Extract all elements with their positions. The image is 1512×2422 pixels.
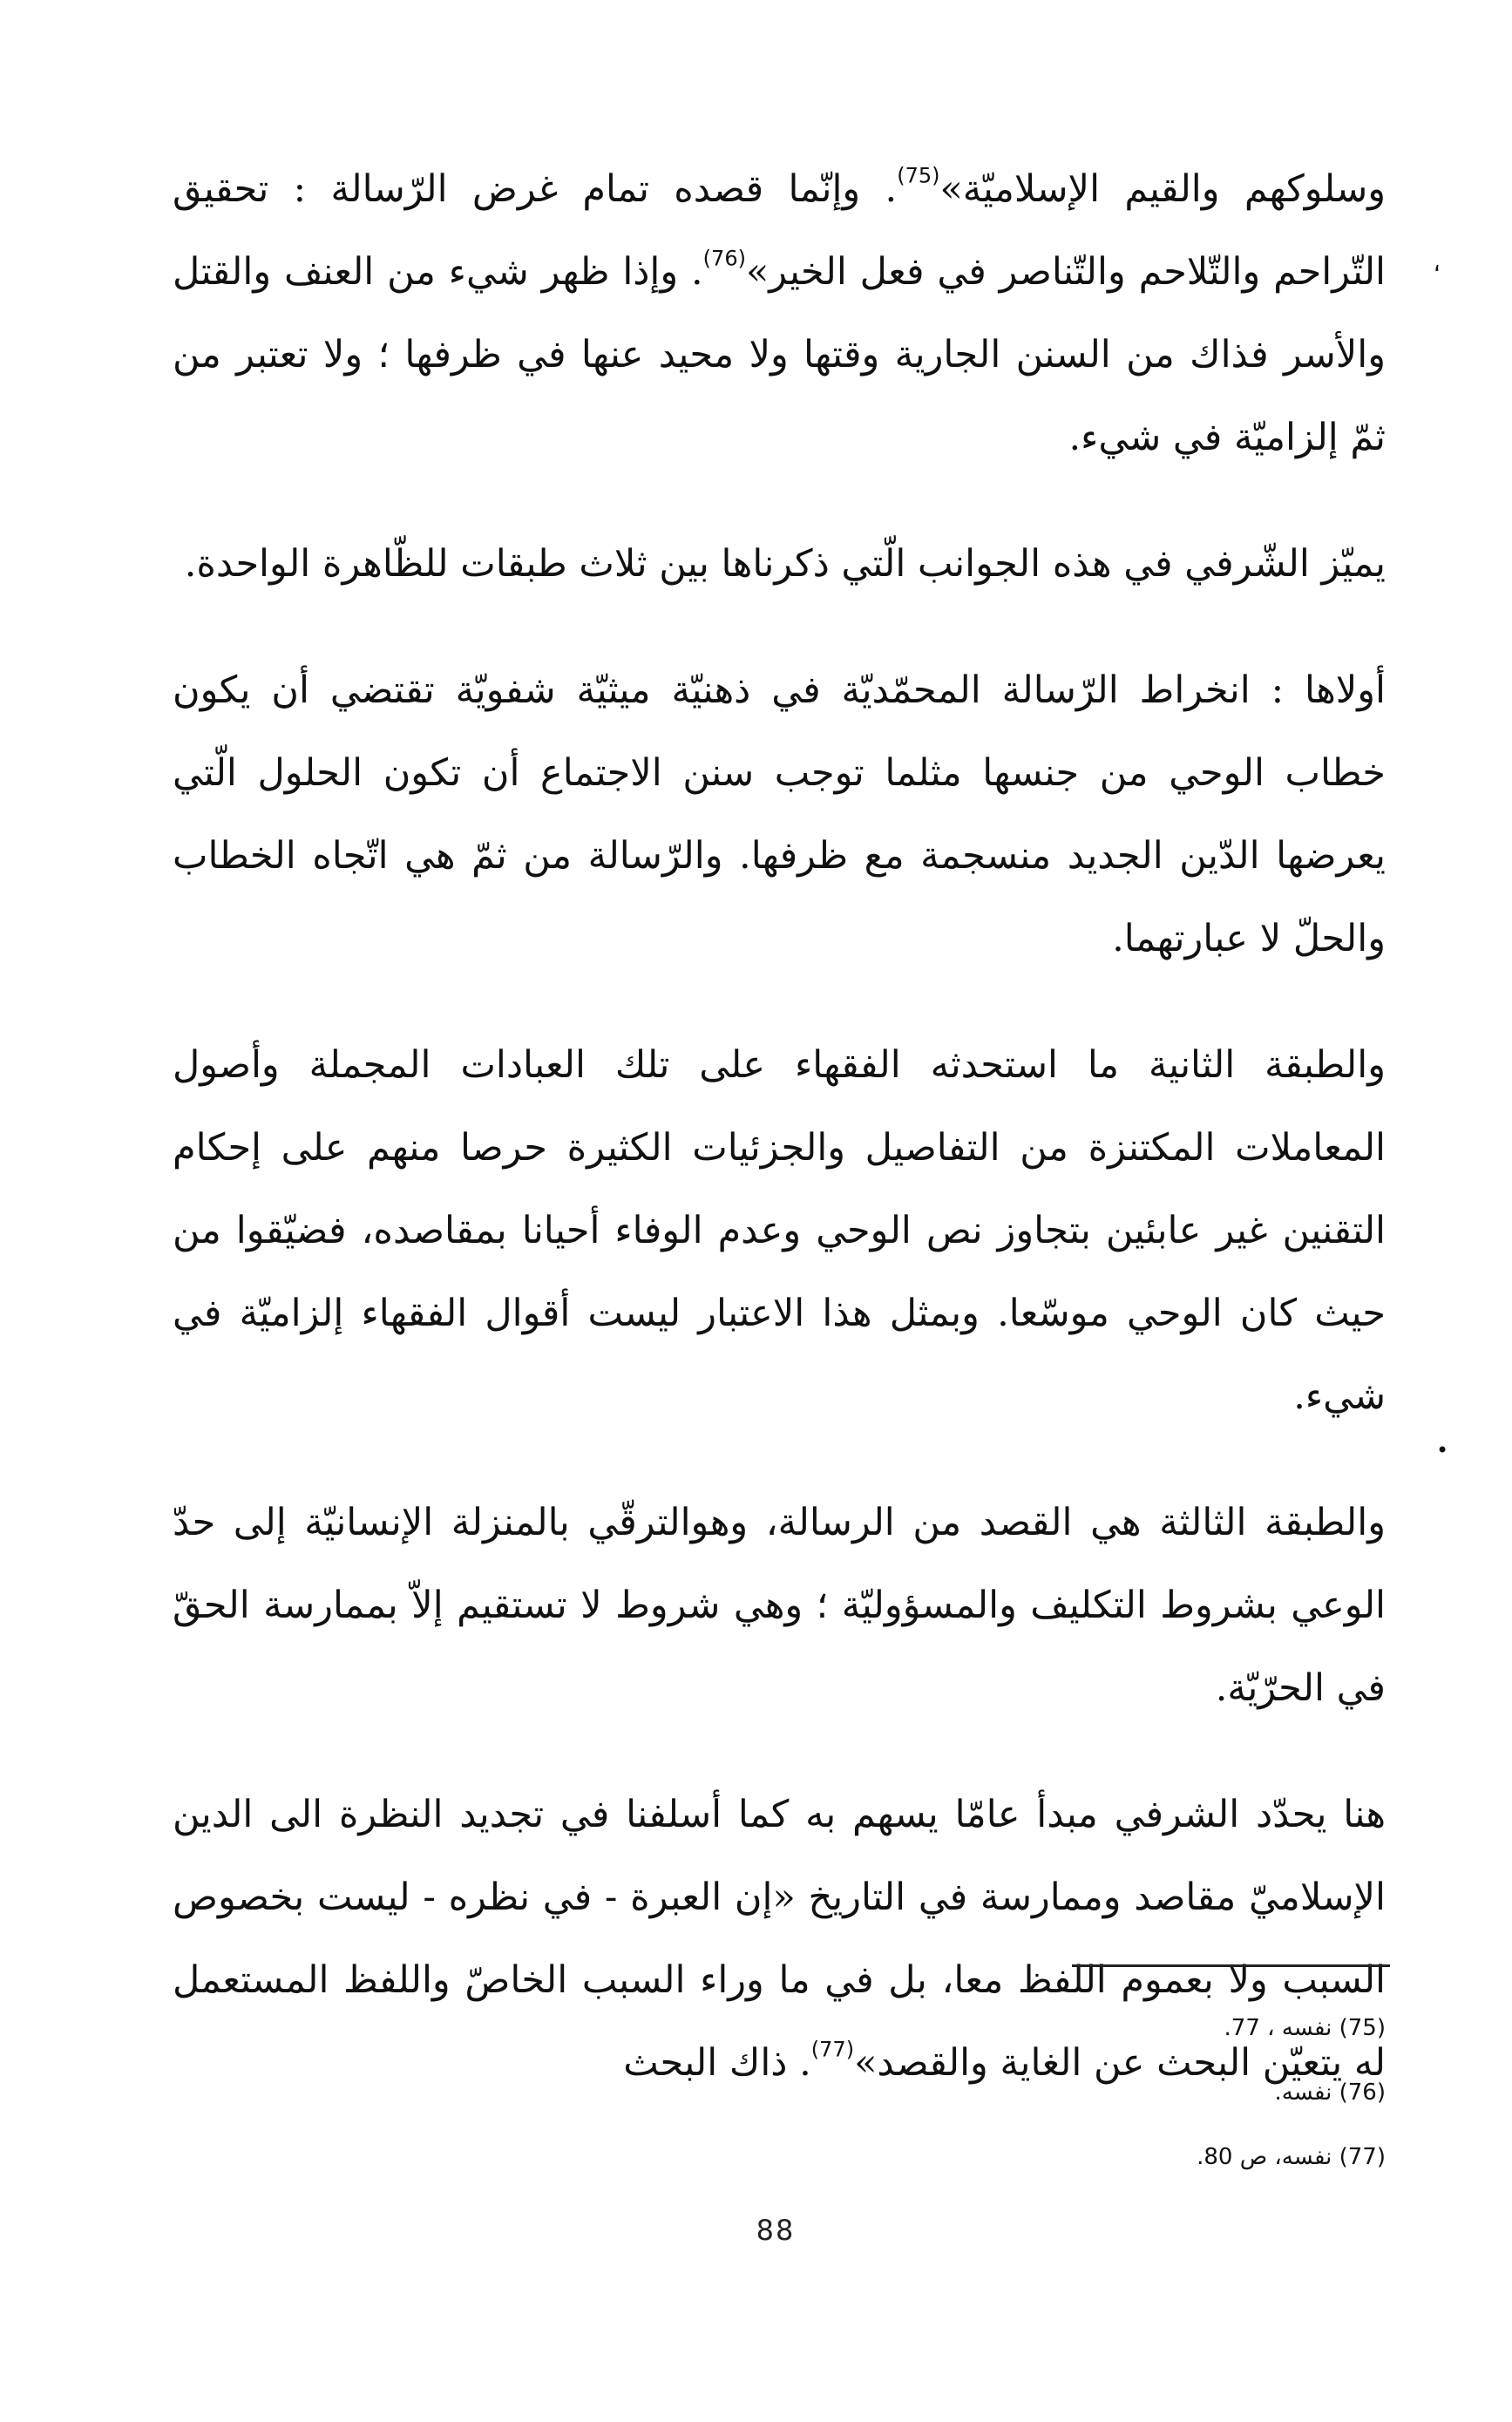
paragraph-2 bbox=[173, 523, 1386, 606]
paragraph-3-text: أولاها : انخراط الرّسالة المحمّديّة في ذهنيّة ميثيّة شفويّة تقتضي أن يكون خطاب الوحي من جنسها مثلما توجب سنن الاجتماع أن تكون الحلول الّتي يعرضها الدّين الجديد منسجمة مع ظرفها. والرّسالة من ثمّ هي اتّجاه الخطاب والحلّ لا عبارتهما. bbox=[173, 668, 1386, 960]
paragraph-1-text-b: . وإنّما قصده تمام غرض الرّسالة : تحقيق التّراحم والتّلاحم والتّناصر في فعل الخير» bbox=[173, 167, 1387, 294]
page-number: 88 bbox=[756, 2214, 796, 2247]
paragraph-4-text: والطبقة الثانية ما استحدثه الفقهاء على تلك العبادات المجملة وأصول المعاملات المكتنزة من التفاصيل والجزئيات الكثيرة حرصا منهم على إحكام التقنين غير عابئين بتجاوز نص الوحي وعدم الوفاء أحيانا بمقاصده، فضيّقوا من حيث كان الوحي موسّعا. وبمثل هذا الاعتبار ليست أقوال الفقهاء إلزاميّة في شيء. bbox=[173, 1043, 1387, 1418]
footnotes bbox=[915, 1996, 1386, 2189]
paragraph-6-text-b: . ذاك البحث bbox=[623, 2041, 811, 2085]
paragraph-1-text-a: وسلوكهم والقيم الإسلاميّة» bbox=[939, 167, 1386, 211]
paragraph-6-text-a: هنا يحدّد الشرفي مبدأ عامّا يسهم به كما أسلفنا في تجديد النظرة الى الدين الإسلاميّ مقاصد وممارسة في التاريخ «إن العبرة - في نظره - ليست بخصوص السبب ولا بعموم اللفظ معا، بل في ما وراء السبب الخاصّ واللفظ المستعمل له يتعيّن البحث عن الغاية والقصد» bbox=[173, 1793, 1386, 2085]
paragraph-2-text: يميّز الشّرفي في هذه الجوانب الّتي ذكرناها بين ثلاث طبقات للظّاهرة الواحدة. bbox=[184, 542, 1386, 586]
paragraph-4 bbox=[173, 1024, 1386, 1438]
paragraph-5 bbox=[173, 1482, 1386, 1730]
footnote-separator bbox=[1072, 1964, 1390, 1967]
paragraph-3 bbox=[173, 649, 1386, 980]
note-ref-77: (77) bbox=[810, 2037, 855, 2062]
footnote-77: (77) نفسه، ص 80. bbox=[1197, 2144, 1386, 2170]
note-ref-75: (75) bbox=[897, 163, 940, 188]
margin-mark-dot: • bbox=[1436, 1438, 1449, 1462]
paragraph-1-text-c: . وإذا ظهر شيء من العنف والقتل والأسر فذاك من السنن الجارية وقتها ولا محيد عنها في ظرفها ؛ ولا تعتبر من ثمّ إلزاميّة في شيء. bbox=[173, 250, 1386, 459]
paragraph-1 bbox=[173, 148, 1386, 479]
margin-mark-comma: ، bbox=[1429, 248, 1442, 278]
footnote-75: (75) نفسه ، 77. bbox=[1224, 2015, 1386, 2041]
footnote-76: (76) نفسه. bbox=[1274, 2079, 1386, 2106]
main-text bbox=[173, 148, 1386, 2105]
paragraph-5-text: والطبقة الثالثة هي القصد من الرسالة، وهوالترقّي بالمنزلة الإنسانيّة إلى حدّ الوعي بشروط التكليف والمسؤوليّة ؛ وهي شروط لا تستقيم إلاّ بممارسة الحقّ في الحرّيّة. bbox=[173, 1501, 1386, 1710]
note-ref-76: (76) bbox=[702, 246, 746, 271]
